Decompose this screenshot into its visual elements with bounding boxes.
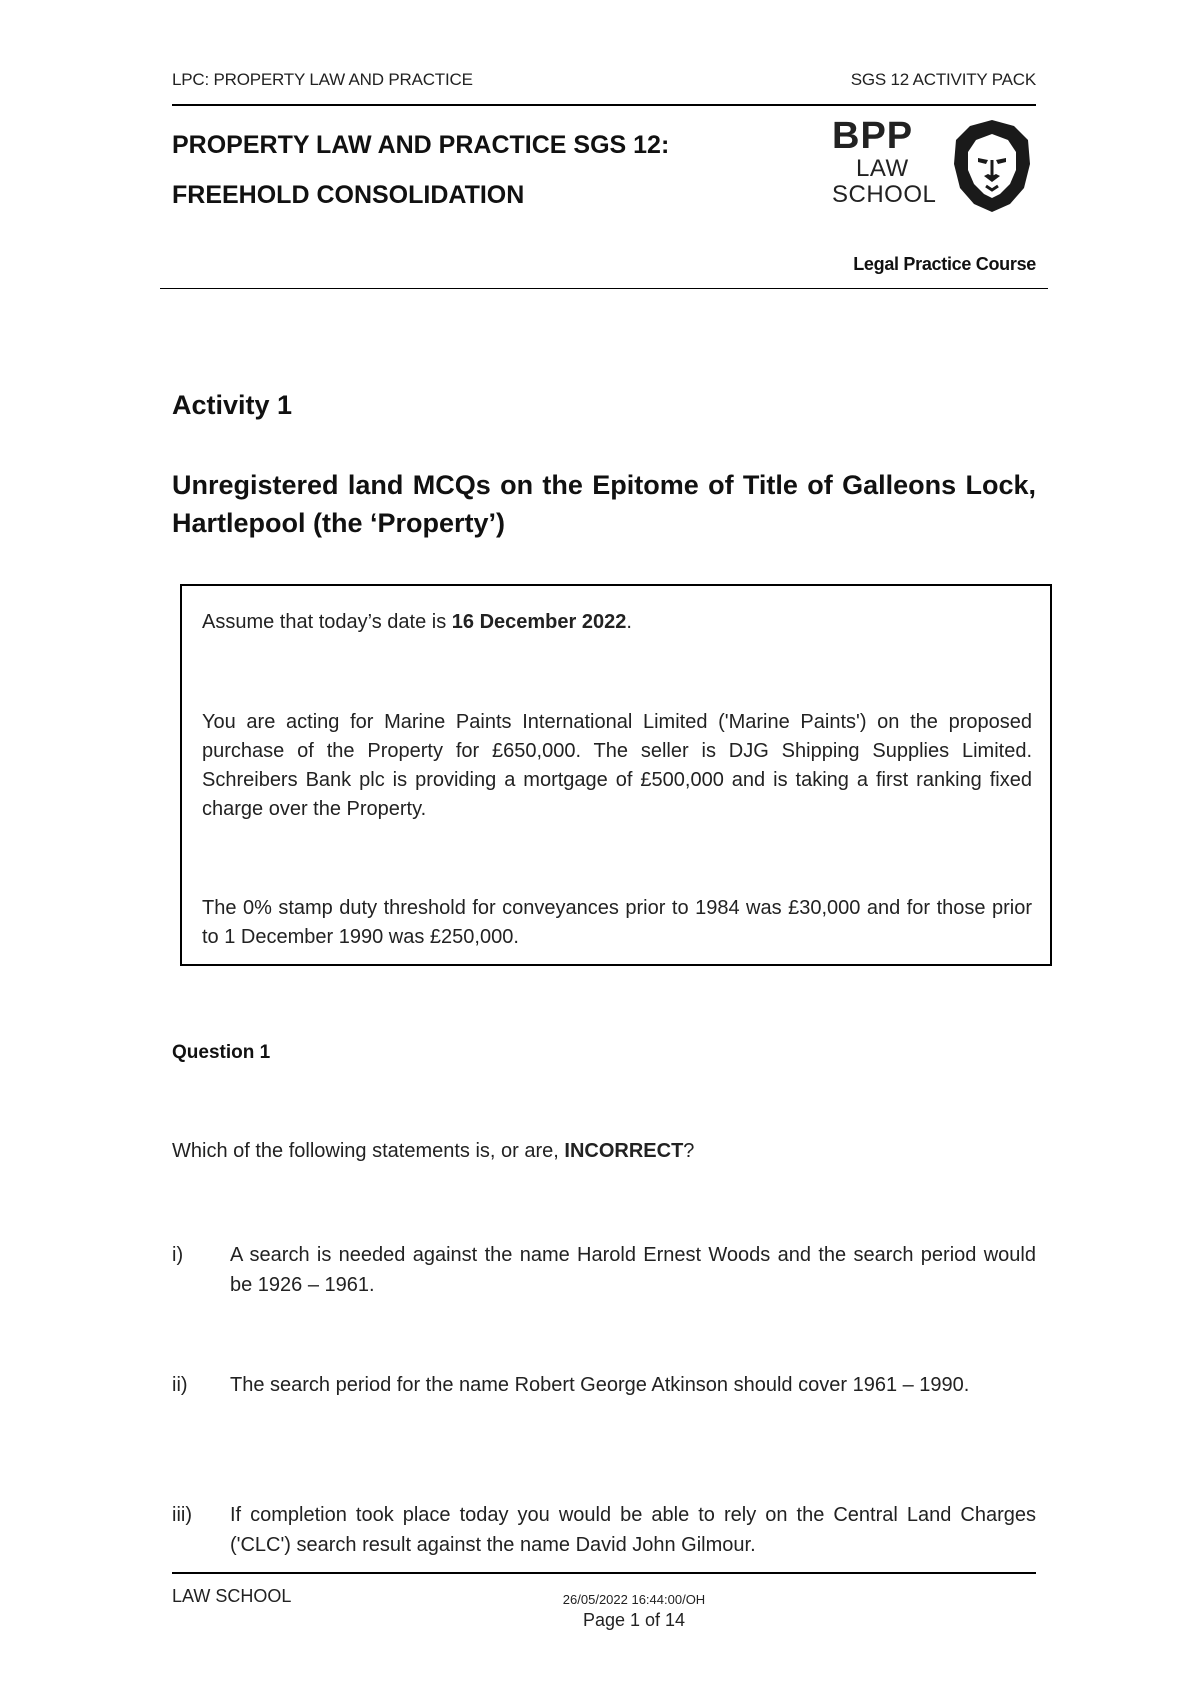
scenario-date-value: 16 December 2022 (451, 611, 627, 633)
document-title (172, 120, 812, 220)
option-number: i) (172, 1244, 184, 1266)
footer-left: LAW SCHOOL (172, 1586, 292, 1606)
footer-timestamp: 26/05/2022 16:44:00/OH (562, 1592, 706, 1607)
footer-rule (172, 1572, 1036, 1574)
scenario-paragraph: You are acting for Marine Paints International Limited ('Marine Paints') on the proposed purchase of the Property for £650,000. The seller is DJG Shipping Supplies Limited. Schreibers Bank plc is providing a mortgage of £500,000 and is taking a first ranking fixed charge over the Property. (202, 711, 1032, 820)
scenario-date (202, 608, 1032, 637)
title-line-1: PROPERTY LAW AND PRACTICE SGS 12: (172, 131, 670, 159)
course-name: Legal Practice Course (853, 254, 1036, 274)
question-text (172, 1140, 1036, 1163)
option-number: ii) (172, 1374, 188, 1396)
option-number: iii) (172, 1504, 192, 1526)
running-header (172, 70, 1036, 90)
scenario-date-suffix: . (626, 611, 632, 633)
activity-heading: Activity 1 (172, 390, 293, 420)
title-line-2: FREEHOLD CONSOLIDATION (172, 181, 525, 209)
question-text-suffix: ? (683, 1140, 695, 1162)
activity-subheading: Unregistered land MCQs on the Epitome of Title of Galleons Lock, Hartlepool (the ‘Property’) (172, 470, 1036, 538)
question-heading: Question 1 (172, 1042, 271, 1063)
logo-law: LAW (856, 155, 909, 182)
header-left: LPC: PROPERTY LAW AND PRACTICE (172, 70, 473, 89)
lion-head-icon (952, 118, 1032, 214)
logo-bpp: BPP (832, 115, 914, 157)
scenario-date-prefix: Assume that today’s date is (202, 611, 452, 633)
logo-text (832, 116, 942, 208)
title-rule (160, 288, 1048, 289)
logo-school: SCHOOL (832, 181, 937, 208)
option-text: A search is needed against the name Harold Ernest Woods and the search period would be 1926 – 1961. (230, 1244, 1036, 1296)
header-rule (172, 104, 1036, 106)
option-text: If completion took place today you would be able to rely on the Central Land Charges ('CLC') search result against the name David John Gilmour. (230, 1504, 1036, 1556)
question-text-emphasis: INCORRECT (564, 1140, 684, 1162)
question-text-prefix: Which of the following statements is, or are, (172, 1140, 565, 1162)
bpp-law-school-logo (832, 116, 1036, 216)
scenario-box (180, 584, 1052, 966)
stamp-duty-paragraph: The 0% stamp duty threshold for conveyances prior to 1984 was £30,000 and for those prior to 1 December 1990 was £250,000. (202, 897, 1032, 948)
option-text: The search period for the name Robert George Atkinson should cover 1961 – 1990. (230, 1374, 970, 1396)
page-number: Page 1 of 14 (582, 1610, 686, 1630)
header-right: SGS 12 ACTIVITY PACK (850, 70, 1036, 89)
